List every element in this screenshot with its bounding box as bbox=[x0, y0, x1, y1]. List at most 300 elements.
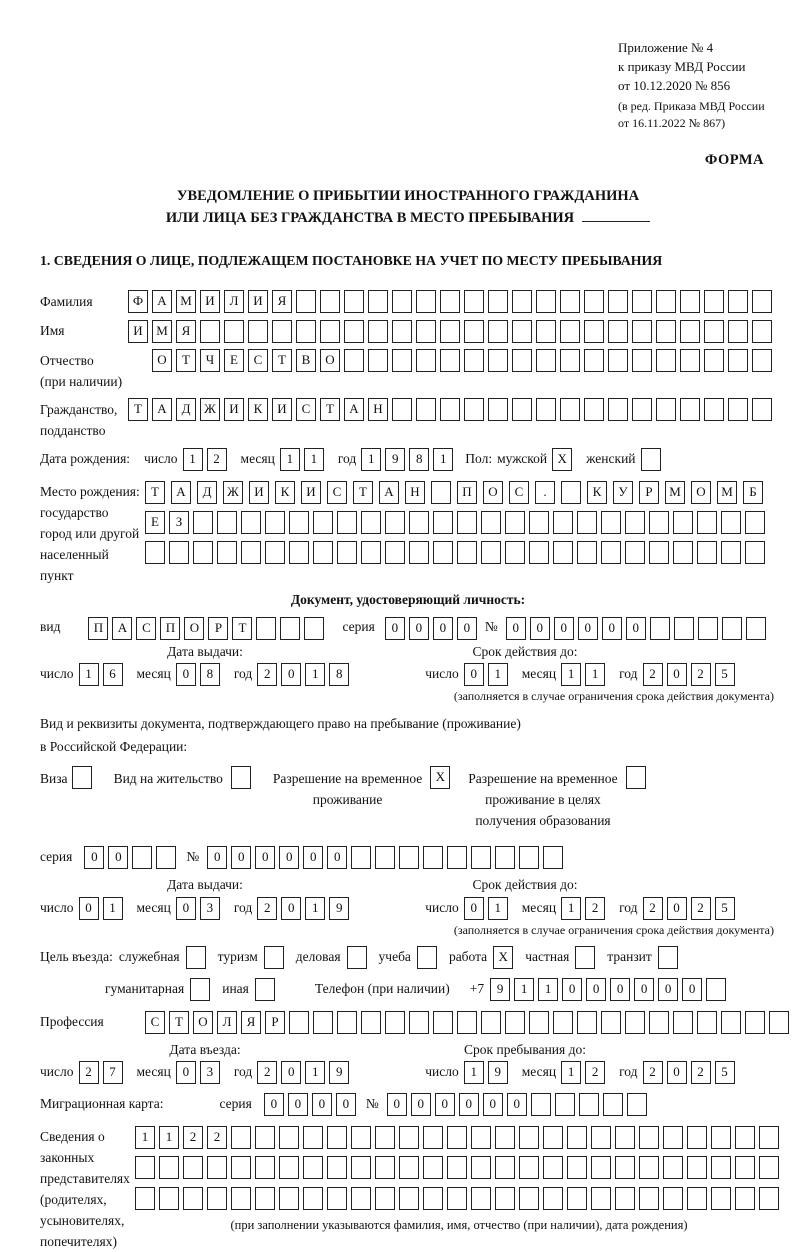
sex-female-checkbox[interactable] bbox=[641, 448, 661, 471]
char-cell[interactable] bbox=[649, 1011, 669, 1034]
char-cell[interactable] bbox=[531, 1093, 551, 1116]
char-cell[interactable]: 0 bbox=[279, 846, 299, 869]
char-cell[interactable]: 1 bbox=[561, 1061, 581, 1084]
char-cell[interactable] bbox=[639, 1156, 659, 1179]
char-cell[interactable] bbox=[745, 1011, 765, 1034]
char-cell[interactable] bbox=[313, 511, 333, 534]
char-cell[interactable]: А bbox=[171, 481, 191, 504]
char-cell[interactable] bbox=[555, 1093, 575, 1116]
char-cell[interactable]: А bbox=[112, 617, 132, 640]
char-cell[interactable] bbox=[698, 617, 718, 640]
char-cell[interactable]: 1 bbox=[159, 1126, 179, 1149]
char-cell[interactable] bbox=[471, 1187, 491, 1210]
char-cell[interactable] bbox=[759, 1156, 779, 1179]
char-cell[interactable] bbox=[296, 290, 316, 313]
char-cell[interactable] bbox=[649, 511, 669, 534]
char-cell[interactable] bbox=[697, 541, 717, 564]
char-cell[interactable] bbox=[735, 1156, 755, 1179]
char-cell[interactable] bbox=[193, 511, 213, 534]
char-cell[interactable] bbox=[601, 541, 621, 564]
char-cell[interactable]: 0 bbox=[385, 617, 405, 640]
char-cell[interactable] bbox=[289, 541, 309, 564]
char-cell[interactable]: П bbox=[457, 481, 477, 504]
char-cell[interactable]: Т bbox=[145, 481, 165, 504]
char-cell[interactable]: С bbox=[136, 617, 156, 640]
char-cell[interactable] bbox=[608, 398, 628, 421]
char-cell[interactable]: М bbox=[152, 320, 172, 343]
char-cell[interactable]: 0 bbox=[288, 1093, 308, 1116]
char-cell[interactable]: 2 bbox=[691, 1061, 711, 1084]
char-cell[interactable]: О bbox=[152, 349, 172, 372]
char-cell[interactable]: Т bbox=[272, 349, 292, 372]
char-cell[interactable] bbox=[375, 1156, 395, 1179]
purpose-study-checkbox[interactable] bbox=[417, 946, 437, 969]
char-cell[interactable] bbox=[553, 511, 573, 534]
char-cell[interactable] bbox=[615, 1156, 635, 1179]
char-cell[interactable]: 0 bbox=[264, 1093, 284, 1116]
char-cell[interactable] bbox=[320, 290, 340, 313]
char-cell[interactable]: 0 bbox=[312, 1093, 332, 1116]
char-cell[interactable] bbox=[680, 349, 700, 372]
char-cell[interactable] bbox=[529, 511, 549, 534]
char-cell[interactable] bbox=[361, 1011, 381, 1034]
char-cell[interactable] bbox=[584, 290, 604, 313]
char-cell[interactable] bbox=[656, 349, 676, 372]
char-cell[interactable] bbox=[745, 511, 765, 534]
char-cell[interactable] bbox=[560, 290, 580, 313]
char-cell[interactable] bbox=[561, 481, 581, 504]
char-cell[interactable]: Т bbox=[353, 481, 373, 504]
char-cell[interactable] bbox=[265, 511, 285, 534]
char-cell[interactable] bbox=[423, 846, 443, 869]
char-cell[interactable] bbox=[656, 320, 676, 343]
char-cell[interactable]: 5 bbox=[715, 897, 735, 920]
char-cell[interactable]: 1 bbox=[135, 1126, 155, 1149]
char-cell[interactable] bbox=[457, 541, 477, 564]
char-cell[interactable] bbox=[464, 349, 484, 372]
char-cell[interactable] bbox=[392, 349, 412, 372]
char-cell[interactable] bbox=[673, 541, 693, 564]
char-cell[interactable] bbox=[255, 1156, 275, 1179]
char-cell[interactable] bbox=[183, 1187, 203, 1210]
char-cell[interactable] bbox=[231, 1126, 251, 1149]
char-cell[interactable] bbox=[423, 1187, 443, 1210]
char-cell[interactable]: Н bbox=[368, 398, 388, 421]
char-cell[interactable]: 1 bbox=[305, 897, 325, 920]
char-cell[interactable] bbox=[529, 1011, 549, 1034]
char-cell[interactable]: 0 bbox=[667, 897, 687, 920]
char-cell[interactable] bbox=[543, 1126, 563, 1149]
char-cell[interactable] bbox=[337, 511, 357, 534]
char-cell[interactable] bbox=[279, 1156, 299, 1179]
char-cell[interactable] bbox=[601, 1011, 621, 1034]
char-cell[interactable] bbox=[680, 290, 700, 313]
char-cell[interactable] bbox=[728, 398, 748, 421]
char-cell[interactable] bbox=[207, 1156, 227, 1179]
char-cell[interactable]: А bbox=[344, 398, 364, 421]
visa-checkbox[interactable] bbox=[72, 766, 92, 789]
char-cell[interactable] bbox=[464, 320, 484, 343]
char-cell[interactable] bbox=[584, 398, 604, 421]
sex-male-checkbox[interactable]: X bbox=[552, 448, 572, 471]
char-cell[interactable] bbox=[735, 1187, 755, 1210]
char-cell[interactable] bbox=[416, 320, 436, 343]
char-cell[interactable] bbox=[625, 511, 645, 534]
char-cell[interactable]: Ф bbox=[128, 290, 148, 313]
char-cell[interactable]: М bbox=[176, 290, 196, 313]
char-cell[interactable] bbox=[416, 349, 436, 372]
char-cell[interactable]: 0 bbox=[176, 663, 196, 686]
char-cell[interactable] bbox=[279, 1187, 299, 1210]
char-cell[interactable]: 0 bbox=[658, 978, 678, 1001]
char-cell[interactable]: 3 bbox=[200, 1061, 220, 1084]
char-cell[interactable] bbox=[207, 1187, 227, 1210]
char-cell[interactable] bbox=[697, 511, 717, 534]
char-cell[interactable] bbox=[663, 1156, 683, 1179]
char-cell[interactable]: 0 bbox=[562, 978, 582, 1001]
purpose-business-checkbox[interactable] bbox=[347, 946, 367, 969]
char-cell[interactable] bbox=[440, 349, 460, 372]
char-cell[interactable] bbox=[344, 320, 364, 343]
char-cell[interactable] bbox=[721, 511, 741, 534]
char-cell[interactable] bbox=[615, 1187, 635, 1210]
char-cell[interactable] bbox=[457, 1011, 477, 1034]
char-cell[interactable] bbox=[457, 511, 477, 534]
char-cell[interactable] bbox=[704, 398, 724, 421]
char-cell[interactable] bbox=[361, 511, 381, 534]
char-cell[interactable]: 0 bbox=[281, 663, 301, 686]
char-cell[interactable] bbox=[752, 398, 772, 421]
char-cell[interactable] bbox=[313, 1011, 333, 1034]
char-cell[interactable] bbox=[711, 1156, 731, 1179]
char-cell[interactable]: 0 bbox=[554, 617, 574, 640]
char-cell[interactable] bbox=[409, 511, 429, 534]
char-cell[interactable] bbox=[280, 617, 300, 640]
char-cell[interactable]: Я bbox=[176, 320, 196, 343]
char-cell[interactable] bbox=[231, 1187, 251, 1210]
char-cell[interactable] bbox=[584, 320, 604, 343]
char-cell[interactable] bbox=[447, 846, 467, 869]
char-cell[interactable] bbox=[289, 1011, 309, 1034]
char-cell[interactable] bbox=[728, 320, 748, 343]
char-cell[interactable] bbox=[399, 1156, 419, 1179]
char-cell[interactable] bbox=[488, 320, 508, 343]
char-cell[interactable] bbox=[639, 1126, 659, 1149]
char-cell[interactable]: 1 bbox=[103, 897, 123, 920]
char-cell[interactable]: Д bbox=[197, 481, 217, 504]
char-cell[interactable]: 0 bbox=[79, 897, 99, 920]
char-cell[interactable] bbox=[735, 1126, 755, 1149]
char-cell[interactable]: И bbox=[128, 320, 148, 343]
char-cell[interactable] bbox=[687, 1187, 707, 1210]
char-cell[interactable]: 2 bbox=[585, 1061, 605, 1084]
char-cell[interactable] bbox=[567, 1126, 587, 1149]
char-cell[interactable]: А bbox=[152, 290, 172, 313]
char-cell[interactable]: Р bbox=[208, 617, 228, 640]
char-cell[interactable]: С bbox=[509, 481, 529, 504]
char-cell[interactable]: 1 bbox=[488, 663, 508, 686]
char-cell[interactable] bbox=[183, 1156, 203, 1179]
char-cell[interactable]: В bbox=[296, 349, 316, 372]
char-cell[interactable] bbox=[344, 290, 364, 313]
char-cell[interactable]: 2 bbox=[257, 663, 277, 686]
char-cell[interactable] bbox=[392, 320, 412, 343]
char-cell[interactable] bbox=[536, 320, 556, 343]
char-cell[interactable] bbox=[505, 511, 525, 534]
char-cell[interactable]: 1 bbox=[464, 1061, 484, 1084]
char-cell[interactable] bbox=[579, 1093, 599, 1116]
char-cell[interactable] bbox=[488, 290, 508, 313]
char-cell[interactable] bbox=[255, 1187, 275, 1210]
char-cell[interactable]: Т bbox=[232, 617, 252, 640]
char-cell[interactable] bbox=[512, 320, 532, 343]
char-cell[interactable]: Л bbox=[224, 290, 244, 313]
char-cell[interactable] bbox=[649, 541, 669, 564]
char-cell[interactable] bbox=[289, 511, 309, 534]
char-cell[interactable]: Р bbox=[265, 1011, 285, 1034]
char-cell[interactable] bbox=[265, 541, 285, 564]
char-cell[interactable] bbox=[591, 1126, 611, 1149]
char-cell[interactable] bbox=[416, 290, 436, 313]
char-cell[interactable] bbox=[440, 398, 460, 421]
char-cell[interactable] bbox=[601, 511, 621, 534]
char-cell[interactable] bbox=[431, 481, 451, 504]
char-cell[interactable] bbox=[471, 1126, 491, 1149]
char-cell[interactable] bbox=[471, 1156, 491, 1179]
char-cell[interactable]: Р bbox=[639, 481, 659, 504]
char-cell[interactable] bbox=[674, 617, 694, 640]
char-cell[interactable]: П bbox=[160, 617, 180, 640]
char-cell[interactable] bbox=[505, 1011, 525, 1034]
char-cell[interactable] bbox=[512, 349, 532, 372]
char-cell[interactable]: 0 bbox=[626, 617, 646, 640]
char-cell[interactable]: 5 bbox=[715, 1061, 735, 1084]
char-cell[interactable]: 0 bbox=[387, 1093, 407, 1116]
char-cell[interactable] bbox=[313, 541, 333, 564]
char-cell[interactable] bbox=[529, 541, 549, 564]
char-cell[interactable]: 0 bbox=[634, 978, 654, 1001]
char-cell[interactable]: 2 bbox=[643, 897, 663, 920]
char-cell[interactable]: 8 bbox=[329, 663, 349, 686]
char-cell[interactable] bbox=[704, 290, 724, 313]
char-cell[interactable] bbox=[673, 1011, 693, 1034]
char-cell[interactable] bbox=[327, 1126, 347, 1149]
char-cell[interactable]: О bbox=[193, 1011, 213, 1034]
char-cell[interactable] bbox=[423, 1156, 443, 1179]
char-cell[interactable] bbox=[392, 398, 412, 421]
char-cell[interactable]: 1 bbox=[561, 663, 581, 686]
char-cell[interactable] bbox=[560, 398, 580, 421]
char-cell[interactable]: 0 bbox=[506, 617, 526, 640]
char-cell[interactable]: Т bbox=[169, 1011, 189, 1034]
char-cell[interactable] bbox=[608, 349, 628, 372]
char-cell[interactable]: 2 bbox=[183, 1126, 203, 1149]
purpose-transit-checkbox[interactable] bbox=[658, 946, 678, 969]
char-cell[interactable] bbox=[279, 1126, 299, 1149]
char-cell[interactable]: П bbox=[88, 617, 108, 640]
char-cell[interactable]: 1 bbox=[280, 448, 300, 471]
char-cell[interactable]: 9 bbox=[385, 448, 405, 471]
char-cell[interactable]: И bbox=[272, 398, 292, 421]
char-cell[interactable] bbox=[224, 320, 244, 343]
char-cell[interactable] bbox=[481, 541, 501, 564]
char-cell[interactable] bbox=[543, 846, 563, 869]
char-cell[interactable] bbox=[368, 320, 388, 343]
char-cell[interactable] bbox=[304, 617, 324, 640]
char-cell[interactable] bbox=[447, 1156, 467, 1179]
char-cell[interactable]: 8 bbox=[409, 448, 429, 471]
char-cell[interactable] bbox=[385, 1011, 405, 1034]
char-cell[interactable]: О bbox=[320, 349, 340, 372]
char-cell[interactable] bbox=[241, 511, 261, 534]
char-cell[interactable]: 0 bbox=[84, 846, 104, 869]
char-cell[interactable] bbox=[577, 511, 597, 534]
char-cell[interactable]: 0 bbox=[207, 846, 227, 869]
char-cell[interactable] bbox=[327, 1156, 347, 1179]
char-cell[interactable]: 0 bbox=[176, 897, 196, 920]
char-cell[interactable]: 0 bbox=[667, 663, 687, 686]
char-cell[interactable] bbox=[752, 320, 772, 343]
char-cell[interactable] bbox=[368, 290, 388, 313]
char-cell[interactable] bbox=[591, 1156, 611, 1179]
residence-permit-checkbox[interactable] bbox=[231, 766, 251, 789]
char-cell[interactable]: 1 bbox=[488, 897, 508, 920]
char-cell[interactable] bbox=[706, 978, 726, 1001]
char-cell[interactable] bbox=[769, 1011, 789, 1034]
char-cell[interactable] bbox=[256, 617, 276, 640]
temp-residence-checkbox[interactable]: X bbox=[430, 766, 450, 789]
char-cell[interactable] bbox=[759, 1126, 779, 1149]
char-cell[interactable]: 0 bbox=[231, 846, 251, 869]
char-cell[interactable]: 1 bbox=[183, 448, 203, 471]
char-cell[interactable] bbox=[495, 846, 515, 869]
char-cell[interactable] bbox=[447, 1187, 467, 1210]
char-cell[interactable] bbox=[577, 1011, 597, 1034]
char-cell[interactable]: М bbox=[717, 481, 737, 504]
char-cell[interactable]: 2 bbox=[585, 897, 605, 920]
char-cell[interactable] bbox=[608, 320, 628, 343]
char-cell[interactable]: 0 bbox=[433, 617, 453, 640]
char-cell[interactable] bbox=[488, 398, 508, 421]
char-cell[interactable] bbox=[553, 1011, 573, 1034]
char-cell[interactable]: 0 bbox=[459, 1093, 479, 1116]
char-cell[interactable]: 0 bbox=[578, 617, 598, 640]
char-cell[interactable] bbox=[519, 846, 539, 869]
char-cell[interactable] bbox=[471, 846, 491, 869]
char-cell[interactable]: Ж bbox=[200, 398, 220, 421]
char-cell[interactable]: М bbox=[665, 481, 685, 504]
char-cell[interactable] bbox=[368, 349, 388, 372]
char-cell[interactable] bbox=[159, 1187, 179, 1210]
char-cell[interactable]: И bbox=[224, 398, 244, 421]
char-cell[interactable]: 0 bbox=[457, 617, 477, 640]
char-cell[interactable]: К bbox=[248, 398, 268, 421]
char-cell[interactable] bbox=[687, 1156, 707, 1179]
char-cell[interactable] bbox=[296, 320, 316, 343]
char-cell[interactable] bbox=[577, 541, 597, 564]
char-cell[interactable]: 2 bbox=[207, 1126, 227, 1149]
char-cell[interactable]: Л bbox=[217, 1011, 237, 1034]
char-cell[interactable] bbox=[663, 1187, 683, 1210]
char-cell[interactable]: . bbox=[535, 481, 555, 504]
char-cell[interactable]: 1 bbox=[433, 448, 453, 471]
char-cell[interactable] bbox=[375, 1126, 395, 1149]
char-cell[interactable]: 0 bbox=[435, 1093, 455, 1116]
char-cell[interactable]: 0 bbox=[464, 663, 484, 686]
char-cell[interactable] bbox=[272, 320, 292, 343]
char-cell[interactable] bbox=[519, 1156, 539, 1179]
char-cell[interactable]: 2 bbox=[79, 1061, 99, 1084]
char-cell[interactable] bbox=[704, 349, 724, 372]
char-cell[interactable] bbox=[488, 349, 508, 372]
char-cell[interactable] bbox=[603, 1093, 623, 1116]
char-cell[interactable] bbox=[135, 1156, 155, 1179]
char-cell[interactable]: У bbox=[613, 481, 633, 504]
char-cell[interactable]: 9 bbox=[329, 897, 349, 920]
char-cell[interactable] bbox=[344, 349, 364, 372]
char-cell[interactable] bbox=[519, 1187, 539, 1210]
char-cell[interactable] bbox=[512, 398, 532, 421]
char-cell[interactable]: К bbox=[587, 481, 607, 504]
char-cell[interactable] bbox=[759, 1187, 779, 1210]
char-cell[interactable]: 0 bbox=[108, 846, 128, 869]
char-cell[interactable] bbox=[385, 511, 405, 534]
char-cell[interactable]: И bbox=[200, 290, 220, 313]
char-cell[interactable] bbox=[608, 290, 628, 313]
char-cell[interactable]: С bbox=[296, 398, 316, 421]
char-cell[interactable] bbox=[375, 1187, 395, 1210]
char-cell[interactable]: О bbox=[483, 481, 503, 504]
char-cell[interactable] bbox=[351, 1187, 371, 1210]
purpose-official-checkbox[interactable] bbox=[186, 946, 206, 969]
char-cell[interactable] bbox=[464, 398, 484, 421]
char-cell[interactable]: 1 bbox=[361, 448, 381, 471]
char-cell[interactable]: 2 bbox=[643, 1061, 663, 1084]
char-cell[interactable]: Б bbox=[743, 481, 763, 504]
char-cell[interactable]: 0 bbox=[303, 846, 323, 869]
char-cell[interactable]: Т bbox=[176, 349, 196, 372]
purpose-humanitarian-checkbox[interactable] bbox=[190, 978, 210, 1001]
char-cell[interactable] bbox=[409, 1011, 429, 1034]
char-cell[interactable] bbox=[505, 541, 525, 564]
char-cell[interactable]: Т bbox=[320, 398, 340, 421]
char-cell[interactable] bbox=[303, 1126, 323, 1149]
char-cell[interactable]: С bbox=[327, 481, 347, 504]
char-cell[interactable]: 0 bbox=[507, 1093, 527, 1116]
char-cell[interactable] bbox=[217, 511, 237, 534]
char-cell[interactable]: А bbox=[379, 481, 399, 504]
char-cell[interactable] bbox=[728, 349, 748, 372]
char-cell[interactable] bbox=[656, 290, 676, 313]
char-cell[interactable] bbox=[433, 541, 453, 564]
char-cell[interactable] bbox=[303, 1156, 323, 1179]
char-cell[interactable]: З bbox=[169, 511, 189, 534]
char-cell[interactable]: 1 bbox=[538, 978, 558, 1001]
purpose-work-checkbox[interactable]: X bbox=[493, 946, 513, 969]
char-cell[interactable] bbox=[409, 541, 429, 564]
char-cell[interactable]: 1 bbox=[305, 663, 325, 686]
char-cell[interactable] bbox=[680, 398, 700, 421]
char-cell[interactable] bbox=[337, 1011, 357, 1034]
char-cell[interactable] bbox=[663, 1126, 683, 1149]
char-cell[interactable] bbox=[433, 1011, 453, 1034]
char-cell[interactable] bbox=[704, 320, 724, 343]
char-cell[interactable] bbox=[231, 1156, 251, 1179]
char-cell[interactable]: 1 bbox=[514, 978, 534, 1001]
char-cell[interactable] bbox=[145, 541, 165, 564]
char-cell[interactable]: 2 bbox=[257, 897, 277, 920]
char-cell[interactable]: 6 bbox=[103, 663, 123, 686]
